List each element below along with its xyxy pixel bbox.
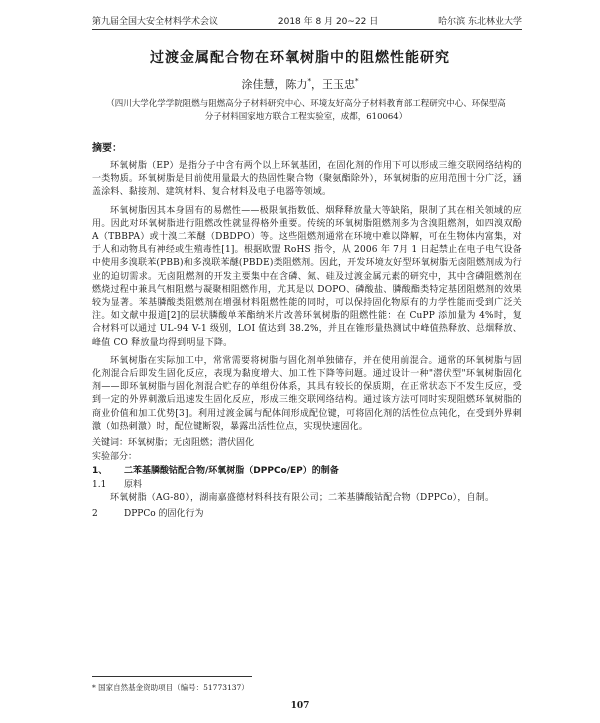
author-3-mark: *	[355, 77, 359, 86]
subsection-heading	[92, 478, 522, 492]
header-location: 哈尔滨 东北林业大学	[438, 17, 522, 27]
author-2: 陈力	[285, 78, 308, 91]
section-heading	[92, 464, 522, 478]
header-conference: 第九届全国大安全材料学术会议	[92, 17, 219, 27]
subsection-number: 1.1	[92, 480, 107, 491]
author-1: 涂佳慧，	[241, 78, 286, 91]
subsection-title: 原料	[124, 480, 143, 491]
page-number: 107	[290, 701, 310, 711]
footnote: * 国家自然基金资助项目（编号：51773137）	[92, 683, 249, 692]
abstract-label: 摘要：	[92, 143, 122, 154]
abstract-paragraph: 环氧树脂在实际加工中，常常需要将树脂与固化剂单独储存，并在使用前混合。通常的环氧树脂与固化剂混合后即发生固化反应，表现为黏度增大、加工性下降等问题。通过设计一种"潜伏型"环氧树脂固化剂——即环氧树脂与固化剂混合贮存的单组份体系，其具有较长的保质期，在正常状态下不发生反应，受到一定的外界刺激后迅速发生固化反应，形成三维交联网络结构。通过该方法可同时实现阻燃环氧树脂的商业价值和加工优势[3]。利用过渡金属与配体间形成配位键，可将固化剂的活性位点钝化，在受到外界刺激（如热刺激）时，配位键断裂，暴露出活性位点，实现快速固化。	[92, 355, 522, 432]
section-number: 2	[92, 509, 98, 520]
materials-paragraph: 环氧树脂（AG-80），湖南嘉盛德材料科技有限公司；二苯基膦酸钴配合物（DPPCo），自制。	[110, 493, 495, 504]
paper-body	[92, 160, 522, 521]
paper-title: 过渡金属配合物在环氧树脂中的阻燃性能研究	[150, 50, 450, 66]
keywords: 关键词：环氧树脂；无卤阻燃；潜伏固化	[92, 438, 255, 449]
header-rule	[92, 29, 522, 30]
section-title: 二苯基膦酸钴配合物/环氧树脂（DPPCo/EP）的制备	[124, 466, 339, 477]
running-header	[92, 14, 522, 27]
abstract-paragraph: 环氧树脂（EP）是指分子中含有两个以上环氧基团，在固化剂的作用下可以形成三维交联网络结构的一类物质。环氧树脂是目前使用量最大的热固性聚合物（聚氨酯除外），环氧树脂的应用范围十分广泛，涵盖涂料、黏接剂、建筑材料、复合材料及电子电器等领域。	[92, 161, 522, 198]
author-separator: ，	[311, 78, 322, 91]
author-list	[0, 76, 600, 92]
affiliation: （四川大学化学学院阻燃与阻燃高分子材料研究中心、环境友好高分子材料教育部工程研究中心、环保型高分子材料国家地方联合工程实验室，成都，610064）	[106, 99, 506, 122]
abstract-paragraph: 环氧树脂因其本身固有的易燃性——极限氧指数低、烟释释放量大等缺陷，限制了其在相关领域的应用。因此对环氧树脂进行阻燃改性就显得格外重要。传统的环氧树脂阻燃剂多为含溴阻燃剂，如四溴双酚 A（TBBPA）或十溴二苯醚（DBDPO）等。这些阻燃剂通常在环境中难以降解，可在生物体内富集，对于人和动物具有神经或生殖毒性[1]。根据欧盟 RoHS 指令，从 2006 年 7月 1 日起禁止在电子电气设备中使用多溴联苯(PBB)和多溴联苯醚(PBDE)类阻燃剂。因此，开发环境友好型环氧树脂无卤阻燃剂成为行业的迫切需求。无卤阻燃剂的开发主要集中在含磷、氮、硅及过渡金属元素的研究中，其中含磷阻燃剂在燃烧过程中兼具气相阻燃与凝聚相阻燃作用，尤其是以 DOPO、磷酸盐、膦酸酯类特定基团阻燃剂的效果较为显著。苯基膦酸类阻燃剂在增强材料阻燃性能的同时，可以保持固化物原有的力学性能而受到广泛关注。如文献中报道[2]的层状膦酸单苯酯纳米片改善环氧树脂的阻燃性能：在 CuPP 添加量为 4%时，复合材料可以通过 UL-94 V-1 级别，LOI 值达到 38.2%，并且在锥形量热测试中峰值热释放、总烟释放、峰值 CO 释放量均得到明显下降。	[92, 205, 522, 348]
author-2-mark: *	[307, 77, 311, 86]
author-3: 王玉忠	[322, 78, 355, 91]
section-number: 1、	[92, 466, 108, 477]
section-heading	[92, 507, 522, 521]
section-title: DPPCo 的固化行为	[124, 509, 204, 520]
footnote-rule	[92, 676, 252, 677]
experiment-label: 实验部分：	[92, 452, 138, 463]
header-date: 2018 年 8 月 20~22 日	[277, 17, 379, 27]
